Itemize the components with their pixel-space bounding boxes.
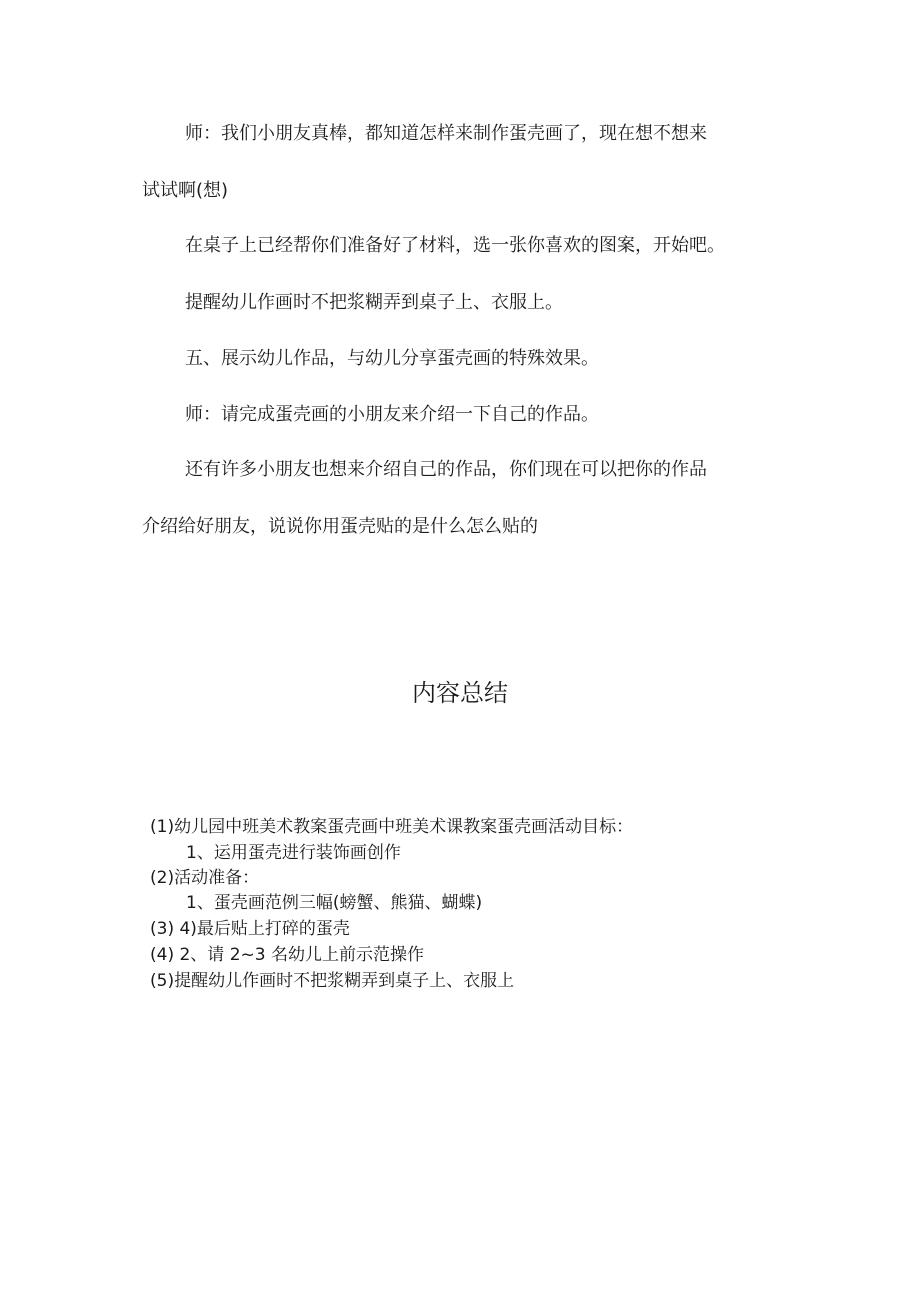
body-line-4: 提醒幼儿作画时不把浆糊弄到桌子上、衣服上。 [185,292,563,313]
summary-item-5: (3) 4)最后贴上打碎的蛋壳 [150,919,350,939]
body-line-3: 在桌子上已经帮你们准备好了材料，选一张你喜欢的图案，开始吧。 [185,235,725,256]
body-line-1: 师：我们小朋友真棒，都知道怎样来制作蛋壳画了，现在想不想来 [185,123,707,144]
body-line-7: 还有许多小朋友也想来介绍自己的作品，你们现在可以把你的作品 [185,459,707,480]
summary-item-3: (2)活动准备： [150,868,260,888]
body-line-8: 介绍给好朋友，说说你用蛋壳贴的是什么怎么贴的 [142,516,538,537]
summary-item-2: 1、运用蛋壳进行装饰画创作 [186,843,401,863]
body-line-5: 五、展示幼儿作品，与幼儿分享蛋壳画的特殊效果。 [185,348,599,369]
summary-item-1: (1)幼儿园中班美术教案蛋壳画中班美术课教案蛋壳画活动目标： [150,817,634,837]
summary-item-7: (5)提醒幼儿作画时不把浆糊弄到桌子上、衣服上 [150,971,515,991]
body-line-2: 试试啊(想) [142,180,229,201]
summary-item-4: 1、蛋壳画范例三幅(螃蟹、熊猫、蝴蝶) [186,893,483,913]
summary-title: 内容总结 [412,679,508,707]
body-line-6: 师：请完成蛋壳画的小朋友来介绍一下自己的作品。 [185,404,599,425]
summary-item-6: (4) 2、请 2~3 名幼儿上前示范操作 [150,945,424,965]
